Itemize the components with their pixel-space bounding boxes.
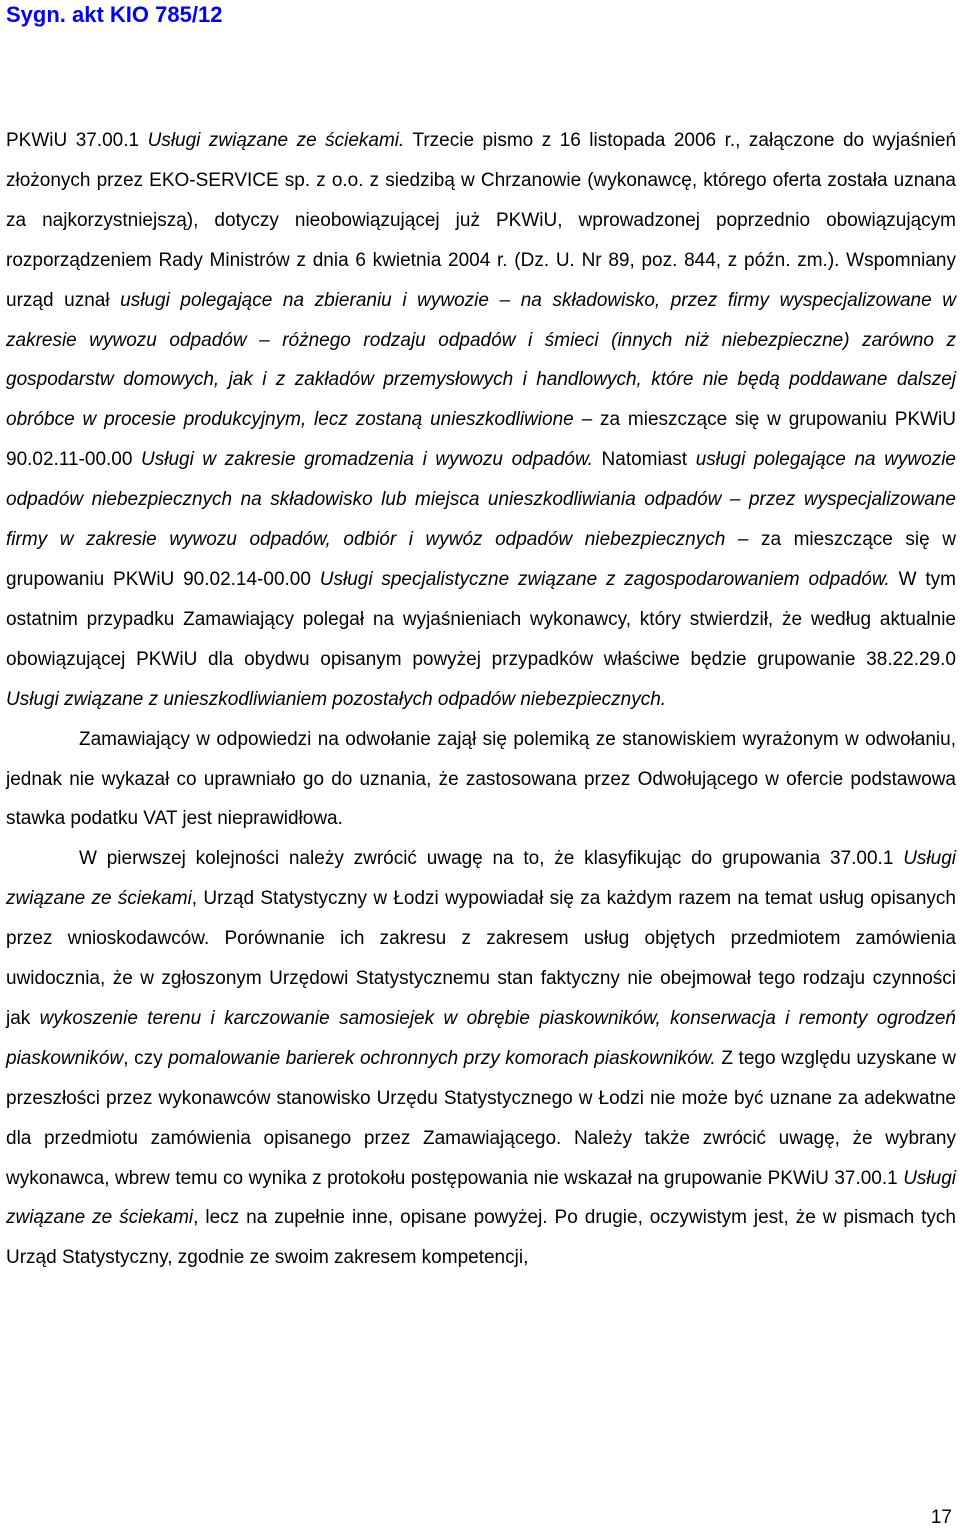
paragraph-zamawiajacy-response: Zamawiający w odpowiedzi na odwołanie zajął się polemiką ze stanowiskiem wyrażonym w odwołaniu, jednak nie wykazał co uprawniało go do uznania, że zastosowana przez Odwołującego w ofercie podstawowa stawka podatku VAT jest nieprawidłowa. xyxy=(6,728,956,830)
text-segment: Natomiast xyxy=(592,449,696,471)
text-segment: , lecz na zupełnie inne, opisane powyżej. Po drugie, oczywistym jest, że w pismach tych Urząd Statystyczny, zgodnie ze swoim zakresem kompetencji, xyxy=(6,1207,956,1269)
text-segment: Trzecie pismo z 16 listopada 2006 r., załączone do wyjaśnień złożonych przez EKO-SERVICE sp. z o.o. z siedzibą w Chrzanowie (wykonawcę, którego oferta została uznana za najkorzystniejszą), dotyczy nieobowiązującej już PKWiU, wprowadzonej poprzednio obowiązującym rozporządzeniem Rady Ministrów z dnia 6 kwietnia 2004 r. (Dz. U. Nr 89, poz. 844, z późn. zm.). Wspomniany urząd uznał xyxy=(6,130,957,311)
italic-segment: Usługi w zakresie gromadzenia i wywozu odpadów. xyxy=(141,449,593,471)
italic-segment: usługi polegające na zbieraniu i wywozie – na składowisko, przez firmy wyspecjalizowane w zakresie wywozu odpadów – różnego rodzaju odpadów i śmieci (innych niż niebezpieczne) zarówno z gospodarstw domowych, jak i z zakładów przemysłowych i handlowych, które nie będą poddawane dalszej obróbce w procesie produkcyjnym, lecz zostaną unieszkodliwione xyxy=(6,289,956,431)
italic-segment: usługi polegające na wywozie odpadów niebezpiecznych na składowisko lub miejsca unieszkodliwiania odpadów – przez wyspecjalizowane firmy w zakresie wywozu odpadów, odbiór i wywóz odpadów niebezpiecznych xyxy=(6,449,956,551)
page-number: 17 xyxy=(930,1507,952,1528)
italic-segment: pomalowanie barierek ochronnych przy komorach piaskowników. xyxy=(168,1047,716,1069)
text-segment: , Urząd Statystyczny w Łodzi wypowiadał się za każdym razem na temat usług opisanych przez wnioskodawców. Porównanie ich zakresu z zakresem usług objętych przedmiotem zamówienia uwidocznia, że w zgłoszonym Urzędowi Statystycznemu stan faktyczny nie obejmował tego rodzaju czynności jak xyxy=(6,888,956,1029)
paragraph-first-order xyxy=(6,839,956,1278)
text-segment: – za mieszczące się w grupowaniu PKWiU 90.02.11-00.00 xyxy=(6,409,956,471)
text-segment: Z tego względu uzyskane w przeszłości przez wykonawców stanowisko Urzędu Statystycznego w Łodzi nie może być uznane za adekwatne dla przedmiotu zamówienia opisanego przez Zamawiającego. Należy także zwrócić uwagę, że wybrany wykonawca, wbrew temu co wynika z protokołu postępowania nie wskazał na grupowanie PKWiU 37.00.1 xyxy=(6,1047,956,1189)
italic-segment: Usługi związane z unieszkodliwianiem pozostałych odpadów niebezpiecznych. xyxy=(6,688,667,710)
text-segment: PKWiU 37.00.1 xyxy=(6,130,148,151)
text-segment: W pierwszej kolejności należy zwrócić uwagę na to, że klasyfikując do grupowania 37.00.1 xyxy=(79,848,904,870)
document-body xyxy=(6,121,956,1278)
italic-segment: Usługi związane ze ściekami xyxy=(6,1167,956,1229)
text-segment: , czy xyxy=(123,1047,169,1069)
paragraph-pkwiu-classification xyxy=(6,121,956,720)
italic-segment: Usługi związane ze ściekami. xyxy=(147,130,405,151)
italic-segment: Usługi związane ze ściekami xyxy=(6,848,956,910)
text-segment: – za mieszczące się w grupowaniu PKWiU 90.02.14-00.00 xyxy=(6,529,956,590)
italic-segment: wykoszenie terenu i karczowanie samosiejek w obrębie piaskowników, konserwacja i remonty ogrodzeń piaskowników xyxy=(6,1007,956,1069)
text-segment: W tym ostatnim przypadku Zamawiający polegał na wyjaśnieniach wykonawcy, który stwierdził, że według aktualnie obowiązującej PKWiU dla obydwu opisanym powyżej przypadków właściwe będzie grupowanie 38.22.29.0 xyxy=(6,568,956,670)
case-signature: Sygn. akt KIO 785/12 xyxy=(6,2,223,27)
italic-segment: Usługi specjalistyczne związane z zagospodarowaniem odpadów. xyxy=(319,568,890,590)
